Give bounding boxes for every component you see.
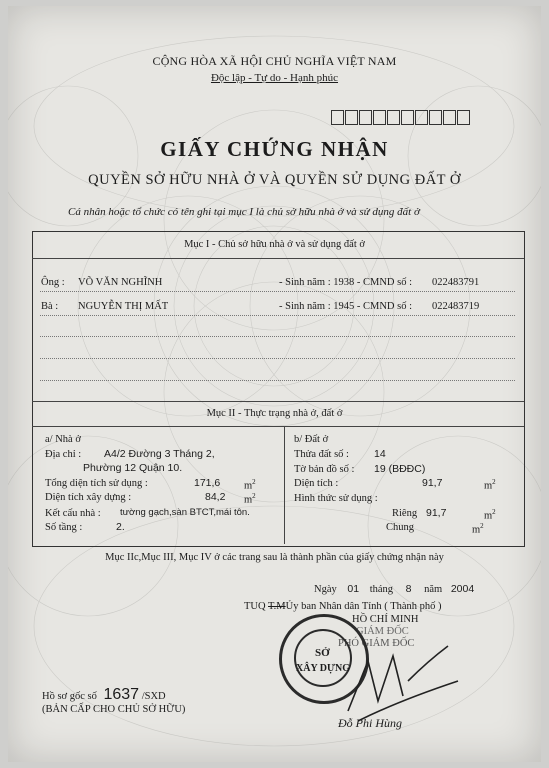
land-area-value: 91,7 (422, 477, 443, 489)
owner1-prefix: Ông : (41, 277, 65, 288)
build-area-value: 84,2 (205, 491, 226, 503)
build-area-unit: m (244, 494, 253, 506)
section2-title: Mục II - Thực trạng nhà ở, đất ở (206, 408, 343, 419)
date-day: 01 (347, 583, 360, 595)
owner2-id: 022483719 (432, 301, 480, 312)
plot-label: Thửa đất số : (294, 449, 349, 460)
owner2-birth: - Sinh năm : 1945 - CMND số : (279, 301, 413, 312)
authority-struck: T.M (268, 601, 286, 612)
serial-number-boxes (331, 110, 471, 125)
private-unit: m (484, 510, 493, 522)
private-value: 91,7 (426, 507, 447, 519)
continuation-note: Mục IIc,Mục III, Mục IV ở các trang sau là thành phần của giấy chứng nhận này (105, 552, 444, 563)
seal-text-2: XÂY DỰNG (296, 663, 350, 674)
vice-director-title: PHÓ GIÁM ĐỐC (338, 638, 415, 649)
owner1-birth: - Sinh năm : 1938 - CMND số : (279, 277, 413, 288)
record-suffix: /SXD (141, 691, 166, 702)
total-area-label: Tổng diện tích sử dụng : (45, 478, 148, 489)
build-area-label: Diện tích xây dựng : (45, 492, 132, 503)
land-heading: b/ Đất ở (294, 434, 329, 445)
land-area-unit: m (484, 480, 493, 492)
national-title: CỘNG HÒA XÃ HỘI CHỦ NGHĨA VIỆT NAM (152, 54, 397, 68)
house-heading: a/ Nhà ở (45, 434, 81, 445)
total-area-value: 171,6 (194, 477, 221, 489)
date-month: 8 (405, 583, 412, 595)
address-label: Địa chỉ : (45, 449, 82, 460)
date-year: 2004 (450, 583, 475, 595)
map-value: 19 (BĐĐC) (374, 463, 426, 475)
structure-label: Kết cấu nhà : (45, 508, 101, 519)
record-label: Hồ sơ gốc số (42, 691, 97, 702)
land-area-label: Diện tích : (294, 478, 339, 489)
floors-label: Số tầng : (45, 522, 83, 533)
owner1-name: VÕ VĂN NGHĨNH (78, 277, 163, 288)
shared-unit: m (472, 524, 481, 536)
copy-note: (BẢN CẤP CHO CHỦ SỞ HỮU) (42, 704, 186, 715)
plot-value: 14 (374, 448, 386, 460)
address-line2: Phường 12 Quận 10. (83, 462, 183, 474)
intro-text: Cá nhân hoặc tổ chức có tên ghi tại mục I là chủ sở hữu nhà ở và sử dụng đất ở (68, 206, 420, 218)
document-title: GIẤY CHỨNG NHẬN (160, 137, 389, 161)
shared-label: Chung (386, 522, 415, 533)
owner2-name: NGUYỄN THỊ MẤT (78, 301, 169, 312)
section1-title: Mục I - Chủ sở hữu nhà ở và sử dụng đất ở (184, 239, 365, 250)
usage-label: Hình thức sử dụng : (294, 493, 378, 504)
map-label: Tờ bản đồ số : (294, 464, 355, 475)
authority-prefix: TUQ (244, 601, 266, 612)
director-title: GIÁM ĐỐC (356, 626, 409, 637)
national-motto: Độc lập - Tự do - Hạnh phúc (210, 72, 339, 84)
date-month-label: tháng (369, 584, 394, 595)
owner1-id: 022483791 (432, 277, 480, 288)
address-line1: A4/2 Đường 3 Tháng 2, (104, 448, 215, 460)
private-label: Riêng (392, 508, 418, 519)
floors-value: 2. (116, 521, 125, 533)
owner2-prefix: Bà : (41, 301, 59, 312)
seal-text-1: SỞ (315, 647, 330, 659)
total-area-unit: m (244, 480, 253, 492)
signer-name: Đỗ Phi Hùng (338, 716, 402, 730)
date-day-label: Ngày (314, 584, 337, 595)
authority-line: Ủy ban Nhân dân Tỉnh ( Thành phố ) (285, 601, 442, 612)
city-name: HỒ CHÍ MINH (352, 614, 419, 625)
record-number: 1637 (103, 686, 140, 703)
date-year-label: năm (424, 584, 443, 595)
certificate-page: CỘNG HÒA XÃ HỘI CHỦ NGHĨA VIỆT NAM Độc lập - Tự do - Hạnh phúc GIẤY CHỨNG NHẬN QUYỀN SỞ HỮU NHÀ Ở VÀ QUYỀN SỬ DỤNG ĐẤT Ở Cá nhân hoặc tổ chức có tên ghi tại mục I là chủ sở hữu nhà ở và sử dụng đất ở Mục I - Chủ sở hữu nhà ở và sử dụng đất ở Ông : VÕ VĂN NGHĨNH - Sinh năm : 1938 - CMND số : 022483791 Bà : NGUYỄN THỊ MẤT - Sinh năm : 1945 - CMND số : 022483719 Mục II - Thực trạng nhà ở, đất ở a/ Nhà ở Địa chỉ : A4/2 Đường 3 Tháng 2, Phường 12 Quận 10. Tổng diện tích sử dụng : 171,6 $m^2$ Diện tích xây dựng : 84,2 $m^2$ Kết cấu nhà : tường gạch,sàn BTCT,mái tôn. Số tầng : 2. b/ Đất ở Thửa đất số : 14 Tờ bản đồ số : 19 (BĐĐC) Diện tích : 91,7 $m^2$ Hình thức sử dụng : Riêng 91,7 $m^2$ Chung $m^2$ Mục IIc,Mục III, Mục IV ở các trang sau là thành phần của giấy chứng nhận này Ngày 01 tháng 8 năm 2004 TUQ T.MỦy ban Nhân dân Tỉnh ( Thành phố ) HỒ CHÍ MINH GIÁM ĐỐC PHÓ GIÁM ĐỐC SỞ XÂY DỰNG Đỗ Phi Hùng Hồ sơ gốc số 1637 /SXD (BẢN CẤP CHO CHỦ SỞ HỮU) (8, 6, 541, 762)
document-subtitle: QUYỀN SỞ HỮU NHÀ Ở VÀ QUYỀN SỬ DỤNG ĐẤT Ở (88, 172, 461, 188)
structure-value: tường gạch,sàn BTCT,mái tôn. (120, 507, 250, 518)
